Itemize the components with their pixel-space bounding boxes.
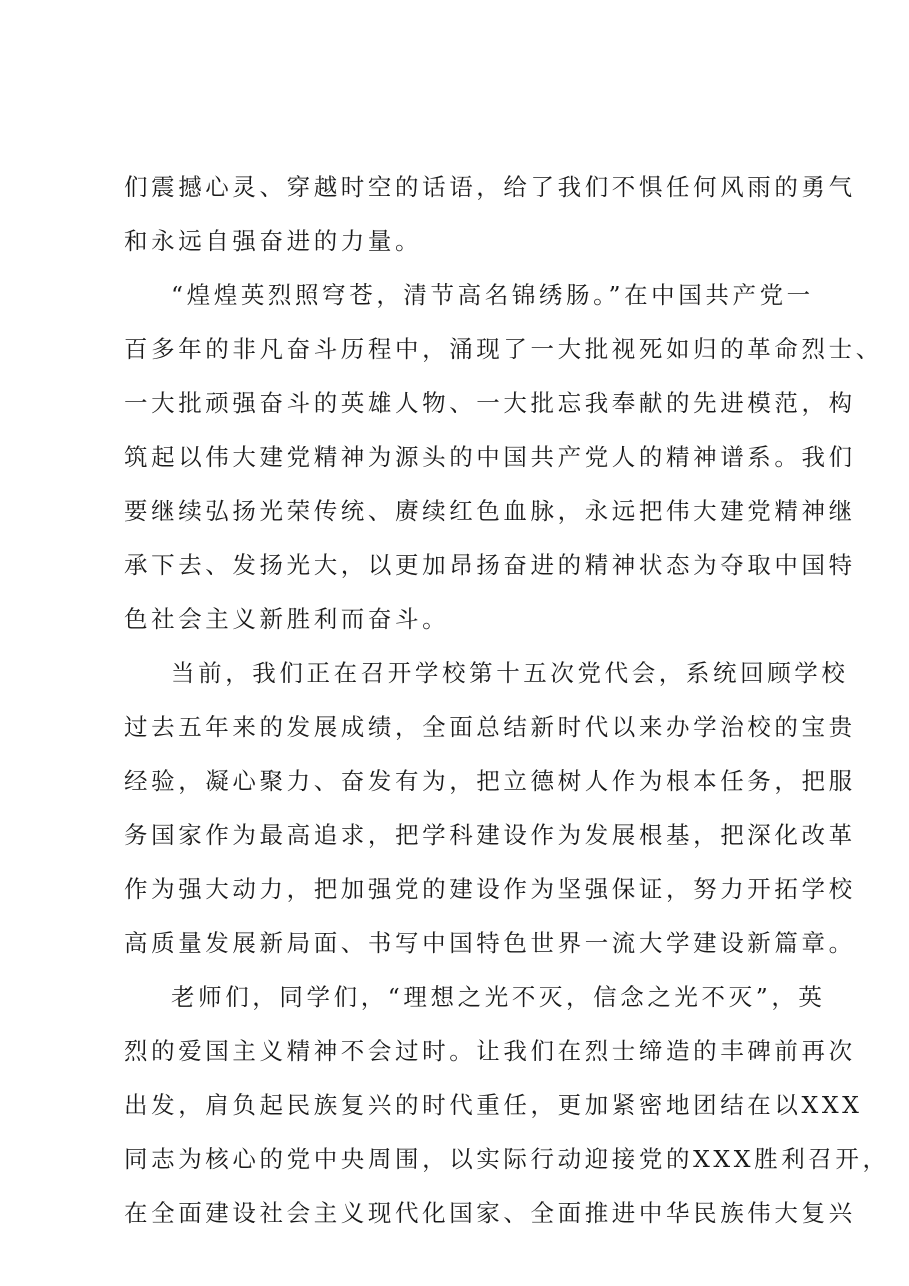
text-line: 们震撼心灵、穿越时空的话语，给了我们不惧任何风雨的勇气 <box>124 173 856 201</box>
text-line: 色社会主义新胜利而奋斗。 <box>124 605 450 633</box>
paragraph-first-line: 当前，我们正在召开学校第十五次党代会，系统回顾学校 <box>171 659 849 687</box>
text-line: 过去五年来的发展成绩，全面总结新时代以来办学治校的宝贵 <box>124 713 856 741</box>
text-line: 出发，肩负起民族复兴的时代重任，更加紧密地团结在以XXX <box>124 1091 863 1119</box>
document-body <box>124 160 890 1240</box>
text-line: 高质量发展新局面、书写中国特色世界一流大学建设新篇章。 <box>124 929 856 957</box>
text-line: 一大批顽强奋斗的英雄人物、一大批忘我奉献的先进模范，构 <box>124 389 856 417</box>
text-line: 和永远自强奋进的力量。 <box>124 227 423 255</box>
text-line: 烈的爱国主义精神不会过时。让我们在烈士缔造的丰碑前再次 <box>124 1037 856 1065</box>
text-line: 筑起以伟大建党精神为源头的中国共产党人的精神谱系。我们 <box>124 443 856 471</box>
text-line: 作为强大动力，把加强党的建设作为坚强保证，努力开拓学校 <box>124 875 856 903</box>
text-line: 要继续弘扬光荣传统、赓续红色血脉，永远把伟大建党精神继 <box>124 497 856 525</box>
text-line: 承下去、发扬光大，以更加昂扬奋进的精神状态为夺取中国特 <box>124 551 856 579</box>
paragraph-first-line: “煌煌英烈照穹苍，清节高名锦绣肠。”在中国共产党一 <box>171 281 814 309</box>
text-line: 经验，凝心聚力、奋发有为，把立德树人作为根本任务，把服 <box>124 767 856 795</box>
text-line: 百多年的非凡奋斗历程中，涌现了一大批视死如归的革命烈士、 <box>124 335 883 363</box>
text-line: 在全面建设社会主义现代化国家、全面推进中华民族伟大复兴 <box>124 1199 856 1227</box>
text-line: 同志为核心的党中央周围，以实际行动迎接党的XXX胜利召开， <box>124 1145 890 1173</box>
text-line: 务国家作为最高追求，把学科建设作为发展根基，把深化改革 <box>124 821 856 849</box>
paragraph-first-line: 老师们，同学们，“理想之光不灭，信念之光不灭”，英 <box>171 983 826 1011</box>
